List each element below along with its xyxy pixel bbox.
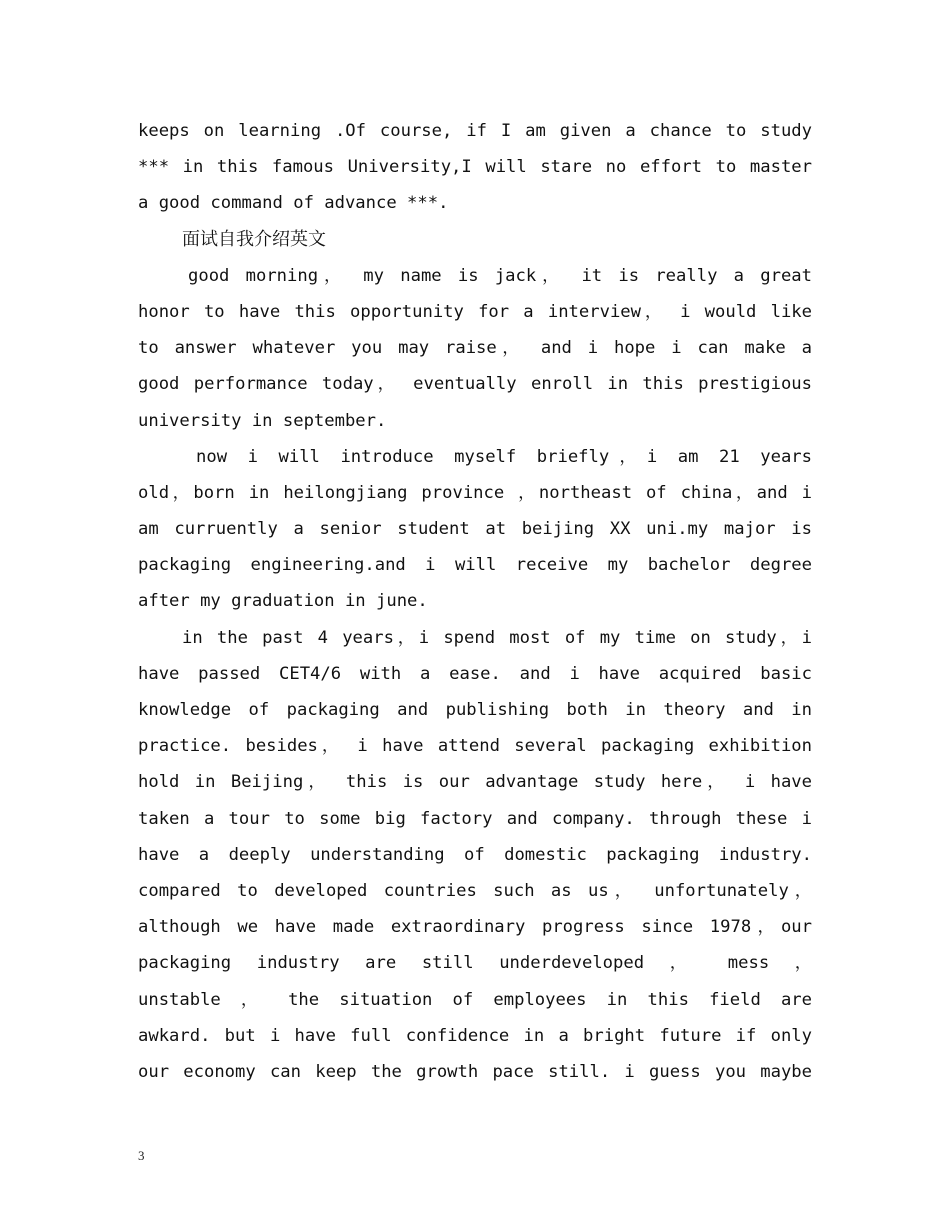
text-line: compared to developed countries such as us， unfortunately， [138,880,812,901]
text-line: although we have made extraordinary progress since 1978，our [138,917,812,938]
text-line: in the past 4 years，i spend most of my time on study，i [182,627,812,648]
text-line: university in september. [138,410,387,431]
text-line: after my graduation in june. [138,591,428,612]
text-line: knowledge of packaging and publishing both in theory and in [138,700,812,720]
text-line: practice. besides， i have attend several packaging exhibition [138,736,812,757]
text-line: good performance today， eventually enroll in this prestigious [138,374,812,395]
text-line: honor to have this opportunity for a interview， i would like [138,301,812,322]
text-line: packaging industry are still underdeveloped ， mess ， [138,953,812,974]
text-line: hold in Beijing， this is our advantage study here， i have [138,772,812,793]
text-line: good morning， my name is jack， it is really a great [188,265,812,286]
text-line: a good command of advance ***. [138,193,449,214]
text-line: to answer whatever you may raise， and i hope i can make a [138,338,812,359]
text-line: awkard. but i have full confidence in a bright future if only [138,1025,812,1046]
page-number: 3 [138,1148,145,1163]
text-line: unstable ， the situation of employees in this field are [138,989,812,1010]
text-line: our economy can keep the growth pace still. i guess you maybe [138,1061,812,1082]
text-line: keeps on learning .Of course, if I am given a chance to study [138,121,812,141]
document-body [138,113,812,1090]
text-line: old，born in heilongjiang province ，northeast of china，and i [138,482,812,503]
text-line: taken a tour to some big factory and company. through these i [138,808,812,829]
text-line: have a deeply understanding of domestic packaging industry. [138,844,812,865]
text-line: have passed CET4/6 with a ease. and i have acquired basic [138,663,812,684]
section-heading: 面试自我介绍英文 [182,228,326,250]
text-line: am curruently a senior student at beijing XX uni.my major is [138,519,812,540]
text-line: *** in this famous University,I will stare no effort to master [138,157,812,178]
text-line: now i will introduce myself briefly，i am 21 years [196,446,812,467]
text-line: packaging engineering.and i will receive my bachelor degree [138,555,812,576]
